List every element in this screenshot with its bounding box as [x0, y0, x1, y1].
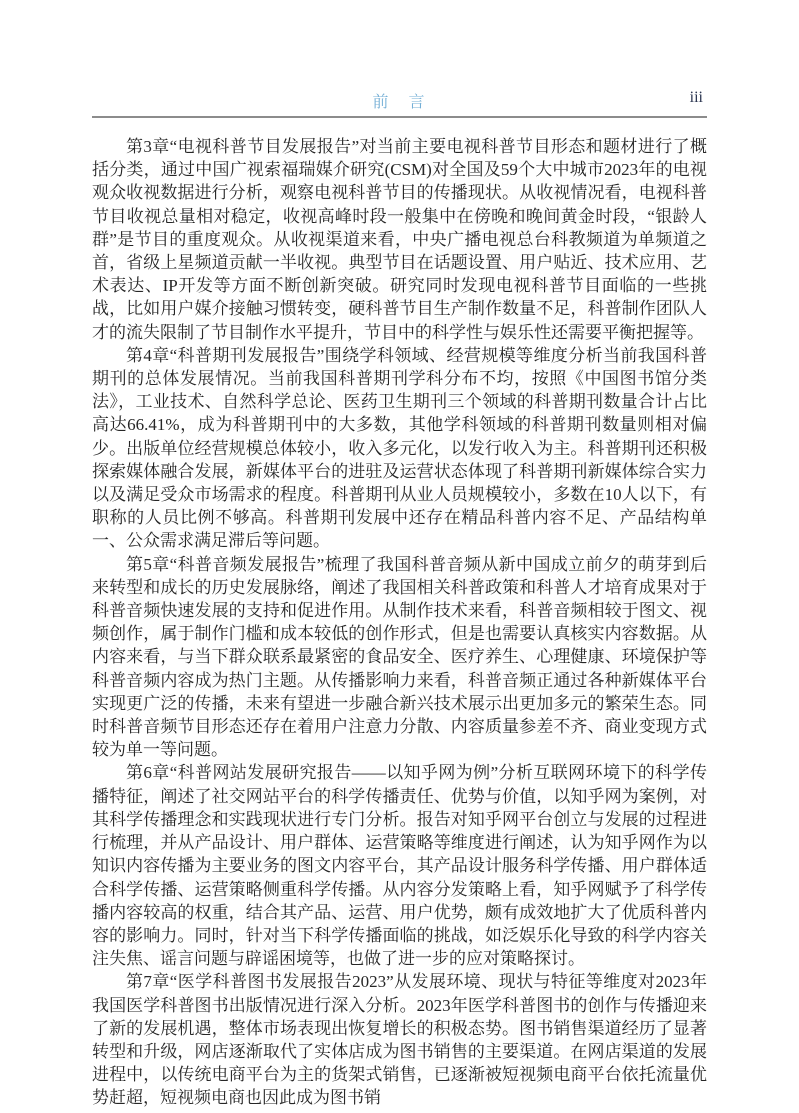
page-content — [92, 0, 707, 1110]
page-number: iii — [689, 89, 703, 106]
body-paragraph: 第4章“科普期刊发展报告”围绕学科领域、经营规模等维度分析当前我国科普期刊的总体发展情况。当前我国科普期刊学科分布不均，按照《中国图书馆分类法》，工业技术、自然科学总论、医药卫生期刊三个领域的科普期刊数量合计占比高达66.41%，成为科普期刊中的大多数，其他学科领域的科普期刊数量则相对偏少。出版单位经营规模总体较小，收入多元化，以发行收入为主。科普期刊还积极探索媒体融合发展，新媒体平台的进驻及运营状态体现了科普期刊新媒体综合实力以及满足受众市场需求的程度。科普期刊从业人员规模较小，多数在10人以下，有职称的人员比例不够高。科普期刊发展中还存在精品科普内容不足、产品结构单一、公众需求满足滞后等问题。 — [92, 345, 707, 551]
page-title: 前 言 — [372, 94, 427, 111]
page-header — [92, 89, 707, 115]
body-paragraph: 第6章“科普网站发展研究报告——以知乎网为例”分析互联网环境下的科学传播特征，阐述了社交网站平台的科学传播责任、优势与价值，以知乎网为案例，对其科学传播理念和实践现状进行专门分析。报告对知乎网平台创立与发展的过程进行梳理，并从产品设计、用户群体、运营策略等维度进行阐述，认为知乎网作为以知识内容传播为主要业务的图文内容平台，其产品设计服务科学传播、用户群体适合科学传播、运营策略侧重科学传播。从内容分发策略上看，知乎网赋予了科学传播内容较高的权重，结合其产品、运营、用户优势，颇有成效地扩大了优质科普内容的影响力。同时，针对当下科学传播面临的挑战，如泛娱乐化导致的科学内容关注失焦、谣言问题与辟谣困境等，也做了进一步的应对策略探讨。 — [92, 763, 707, 969]
body-paragraph: 第5章“科普音频发展报告”梳理了我国科普音频从新中国成立前夕的萌芽到后来转型和成长的历史发展脉络，阐述了我国相关科普政策和科普人才培育成果对于科普音频快速发展的支持和促进作用。从制作技术来看，科普音频相较于图文、视频创作，属于制作门槛和成本较低的创作形式，但是也需要认真核实内容数据。从内容来看，与当下群众联系最紧密的食品安全、医疗养生、心理健康、环境保护等科普音频内容成为热门主题。从传播影响力来看，科普音频正通过各种新媒体平台实现更广泛的传播，未来有望进一步融合新兴技术展示出更加多元的繁荣生态。同时科普音频节目形态还存在着用户注意力分散、内容质量参差不齐、商业变现方式较为单一等问题。 — [92, 554, 707, 760]
document-body — [92, 135, 707, 1110]
header-rule — [92, 116, 707, 118]
body-paragraph: 第3章“电视科普节目发展报告”对当前主要电视科普节目形态和题材进行了概括分类，通过中国广视索福瑞媒介研究(CSM)对全国及59个大中城市2023年的电视观众收视数据进行分析，观察电视科普节目的传播现状。从收视情况看，电视科普节目收视总量相对稳定，收视高峰时段一般集中在傍晚和晚间黄金时段，“银龄人群”是节目的重度观众。从收视渠道来看，中央广播电视总台科教频道为单频道之首，省级上星频道贡献一半收视。典型节目在话题设置、用户贴近、技术应用、艺术表达、IP开发等方面不断创新突破。研究同时发现电视科普节目面临的一些挑战，比如用户媒介接触习惯转变，硬科普节目生产制作数量不足，科普制作团队人才的流失限制了节目制作水平提升，节目中的科学性与娱乐性还需要平衡把握等。 — [92, 137, 707, 342]
body-paragraph: 第7章“医学科普图书发展报告2023”从发展环境、现状与特征等维度对2023年我国医学科普图书出版情况进行深入分析。2023年医学科普图书的创作与传播迎来了新的发展机遇，整体市场表现出恢复增长的积极态势。图书销售渠道经历了显著转型和升级，网店逐渐取代了实体店成为图书销售的主要渠道。在网店渠道的发展进程中，以传统电商平台为主的货架式销售，已逐渐被短视频电商平台依托流量优势赶超，短视频电商也因此成为图书销 — [92, 972, 707, 1108]
